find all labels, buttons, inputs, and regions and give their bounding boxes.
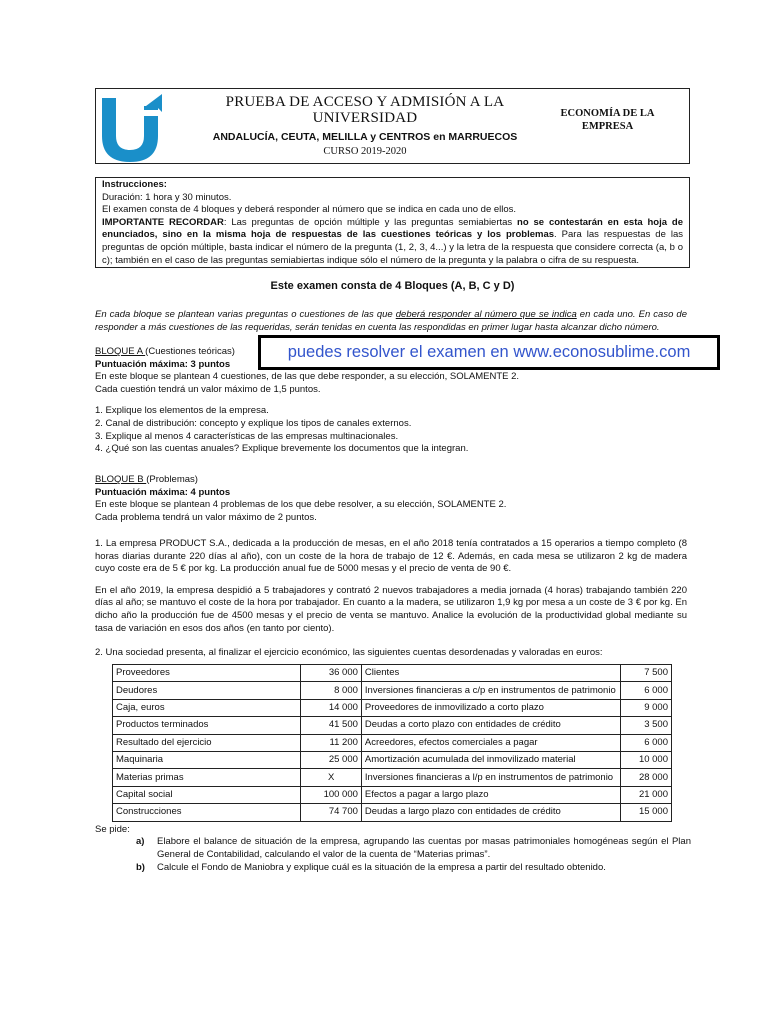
block-b-value: Cada problema tendrá un valor máximo de 2 puntos. [95, 511, 317, 523]
question-item: 4. ¿Qué son las cuentas anuales? Explique brevemente los documentos que la integran. [95, 443, 469, 455]
table-row: Maquinaria 25 000 Amortización acumulada del inmovilizado material 10 000 [113, 751, 672, 768]
table-row: Productos terminados 41 500 Deudas a corto plazo con entidades de crédito 3 500 [113, 717, 672, 734]
problem-1-part-a: 1. La empresa PRODUCT S.A., dedicada a la producción de mesas, en el año 2018 tenía contratados a 15 operarios a tiempo completo (8 horas diarias durante 220 días al año), con un coste de la hora de trabajo de 12 €. Además, en cada mesa se utilizaron 2 kg de madera cuyo coste era de 5 € por kg. La producción anual fue de 5000 mesas y el precio de venta de 90 €. [95, 538, 687, 575]
block-b [95, 474, 687, 524]
accounts-table [112, 664, 672, 822]
task-a [131, 836, 691, 861]
problem-1 [95, 538, 687, 635]
intro-paragraph: En cada bloque se plantean varias preguntas o cuestiones de las que deberá responder al número que se indica en cada uno. En caso de responder a más cuestiones de las requeridas, serán tenidas en cuenta las respondidas en primer lugar hasta alcanzar dicho número. [95, 309, 687, 333]
instructions-duration: Duración: 1 hora y 30 minutos. [102, 191, 232, 203]
exam-course: CURSO 2019-2020 [323, 146, 407, 157]
instructions-heading: Instrucciones: [102, 179, 167, 190]
exam-region: ANDALUCÍA, CEUTA, MELILLA y CENTROS en MARRUECOS [212, 131, 518, 143]
table-row: Capital social 100 000 Efectos a pagar a largo plazo 21 000 [113, 786, 672, 803]
block-a-rule: En este bloque se plantean 4 cuestiones, de las que debe responder, a su elección, SOLAMENTE 2. [95, 371, 520, 383]
block-a [95, 346, 687, 456]
instructions-box [95, 177, 690, 268]
problem-1-part-b: En el año 2019, la empresa despidió a 5 trabajadores y contrató 2 nuevos trabajadores a media jornada (4 horas) trabajando también 220 días al año; se mantuvo el coste de la hora por trabajador. En cuanto a la madera, se utilizaron 1,9 kg por mesa a un coste de 3 € por kg. En dicho año la producción fue de 4500 mesas y el precio de venta se mantuvo. Analice la evolución de la productividad global mediante su tasa de variación en esos dos años (en tanto por ciento). [95, 584, 687, 634]
block-b-title: BLOQUE B (Problemas) [95, 474, 198, 485]
block-a-score: Puntuación máxima: 3 puntos [95, 358, 231, 370]
task-b [131, 862, 691, 875]
task-b-letter: b) [136, 862, 145, 873]
promo-banner[interactable]: puedes resolver el examen en www.econosublime.com [258, 335, 720, 370]
university-logo [100, 92, 170, 164]
table-row: Proveedores 36 000 Clientes 7 500 [113, 665, 672, 682]
table-row: Caja, euros 14 000 Proveedores de inmovilizado a corto plazo 9 000 [113, 699, 672, 716]
block-a-title: BLOQUE A (Cuestiones teóricas) [95, 346, 235, 357]
question-item: 1. Explique los elementos de la empresa. [95, 405, 269, 417]
block-a-value: Cada cuestión tendrá un valor máximo de 1,5 puntos. [95, 383, 321, 395]
question-item: 3. Explique al menos 4 características de las empresas multinacionales. [95, 430, 399, 442]
exam-title: PRUEBA DE ACCESO Y ADMISIÓN A LA UNIVERSIDAD [225, 94, 505, 126]
table-row: Construcciones 74 700 Deudas a largo plazo con entidades de crédito 15 000 [113, 804, 672, 821]
exam-subject: ECONOMÍA DE LA EMPRESA [560, 108, 655, 132]
instructions-important: IMPORTANTE RECORDAR: Las preguntas de opción múltiple y las preguntas semiabiertas no se contestarán en esta hoja de enunciados, sino en la misma hoja de respuestas de las cuestiones teóricas y los problemas. Para las respuestas de las preguntas de opción múltiple, basta indicar el número de la pregunta (1, 2, 3, 4...) y la letra de la respuesta que considere correcta (a, b o c); también en el caso de las preguntas semiabiertas indique sólo el número de la pregunta y la palabra o cifra de su respuesta. [102, 216, 683, 266]
question-item: 2. Canal de distribución: concepto y explique los tipos de canales externos. [95, 417, 412, 429]
blocks-title: Este examen consta de 4 Bloques (A, B, C y D) [270, 280, 515, 292]
se-pide-label: Se pide: [95, 824, 130, 835]
block-b-rule: En este bloque se plantean 4 problemas de los que debe resolver, a su elección, SOLAMENTE 2. [95, 499, 507, 511]
table-row: Deudores 8 000 Inversiones financieras a c/p en instrumentos de patrimonio 6 000 [113, 682, 672, 699]
block-b-score: Puntuación máxima: 4 puntos [95, 486, 231, 498]
instructions-line: El examen consta de 4 bloques y deberá responder al número que se indica en cada uno de ellos. [102, 204, 517, 216]
task-a-letter: a) [136, 836, 145, 847]
table-row: Resultado del ejercicio 11 200 Acreedores, efectos comerciales a pagar 6 000 [113, 734, 672, 751]
task-a-text: Elabore el balance de situación de la empresa, agrupando las cuentas por masas patrimoniales homogéneas según el Plan General de Contabilidad, calculando el valor de la cuenta de “Materias primas”. [157, 836, 691, 860]
problem-2-intro: 2. Una sociedad presenta, al finalizar el ejercicio económico, las siguientes cuentas desordenadas y valoradas en euros: [95, 647, 603, 658]
table-row: Materias primas X Inversiones financieras a l/p en instrumentos de patrimonio 28 000 [113, 769, 672, 786]
task-b-text: Calcule el Fondo de Maniobra y explique cuál es la situación de la empresa a partir del resultado obtenido. [157, 862, 606, 873]
